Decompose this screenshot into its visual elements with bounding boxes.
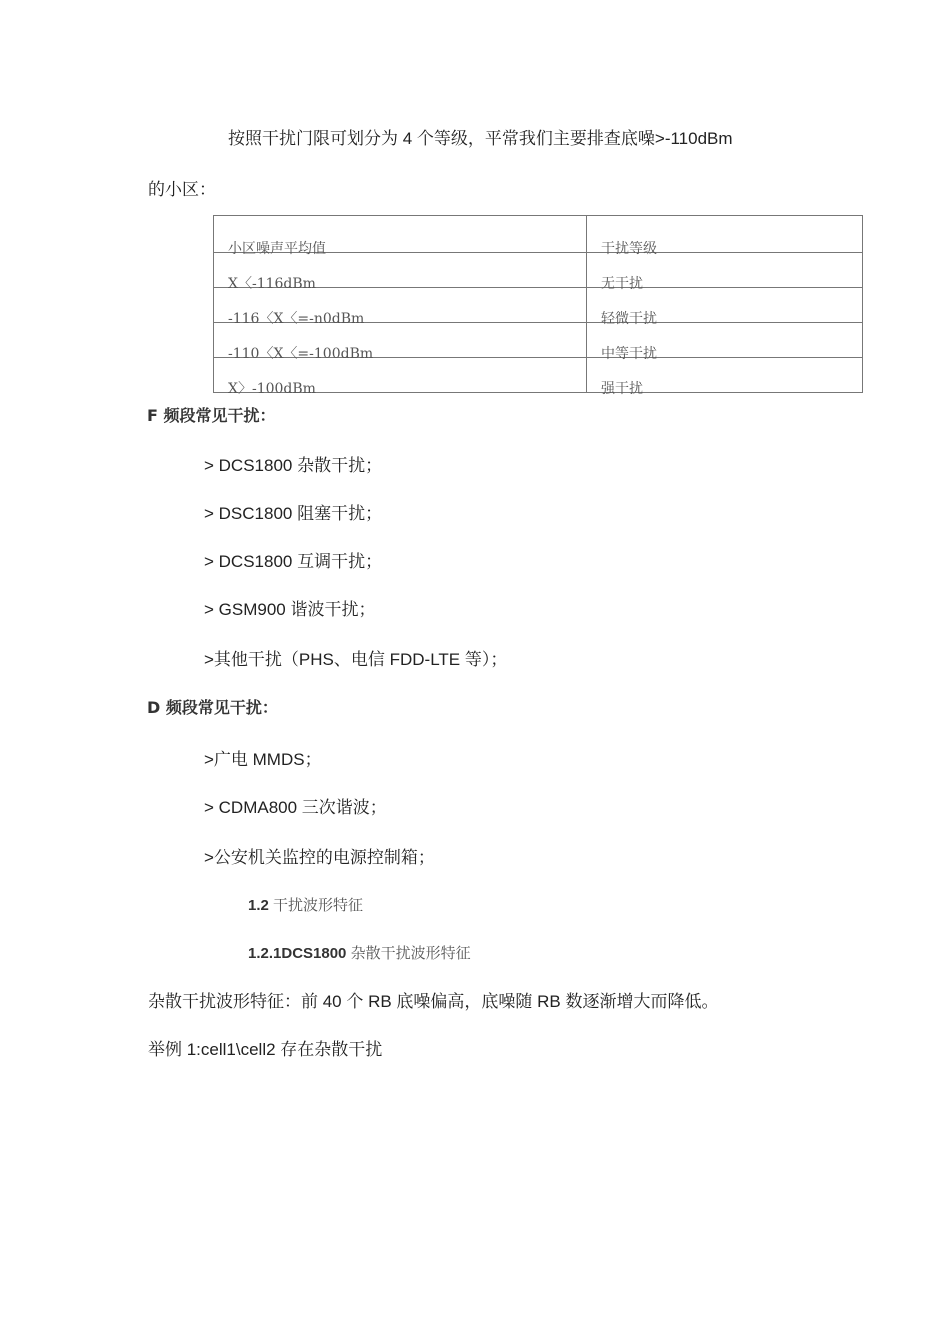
section-number: 1.2 bbox=[248, 897, 269, 914]
table-cell: 轻微干扰 bbox=[587, 288, 863, 323]
table-cell: X〉-100dBm bbox=[214, 358, 587, 393]
list-item: >广电 MMDS； bbox=[204, 750, 322, 769]
intro-line-1: 按照干扰门限可划分为 4 个等级，平常我们主要排查底噪>-110dBm bbox=[228, 129, 733, 148]
section-heading-1-2 bbox=[248, 896, 363, 916]
list-item: > GSM900 谐波干扰； bbox=[204, 600, 376, 619]
table-cell: -110〈X〈=-100dBm bbox=[214, 323, 587, 358]
list-item: > DSC1800 阻塞干扰； bbox=[204, 504, 383, 523]
table-cell: X〈-116dBm bbox=[214, 253, 587, 288]
intro-line-2: 的小区： bbox=[148, 180, 216, 199]
table-cell: 无干扰 bbox=[587, 253, 863, 288]
d-band-heading: D 频段常见干扰： bbox=[147, 698, 278, 717]
table-cell: 强干扰 bbox=[587, 358, 863, 393]
f-band-heading: F 频段常见干扰： bbox=[147, 406, 276, 425]
table-row bbox=[214, 358, 863, 393]
table-row bbox=[214, 253, 863, 288]
noise-level-table bbox=[213, 215, 863, 397]
list-item: > DCS1800 杂散干扰； bbox=[204, 456, 383, 475]
table-row bbox=[214, 288, 863, 323]
table-header-row bbox=[214, 216, 863, 253]
table-header-cell: 小区噪声平均值 bbox=[214, 216, 587, 253]
section-title: 干扰波形特征 bbox=[268, 897, 364, 914]
table-cell: -116〈X〈=-n0dBm bbox=[214, 288, 587, 323]
section-number: 1.2.1DCS1800 bbox=[248, 945, 347, 962]
table-row bbox=[214, 323, 863, 358]
list-item: > DCS1800 互调干扰； bbox=[204, 552, 383, 571]
example-text: 举例 1:cell1\cell2 存在杂散干扰 bbox=[148, 1040, 383, 1059]
table-cell: 中等干扰 bbox=[587, 323, 863, 358]
table-header-cell: 干扰等级 bbox=[587, 216, 863, 253]
section-title: 杂散干扰波形特征 bbox=[346, 945, 471, 962]
section-heading-1-2-1 bbox=[248, 944, 471, 964]
list-item: > CDMA800 三次谐波； bbox=[204, 798, 387, 817]
list-item: >其他干扰（PHS、电信 FDD-LTE 等）； bbox=[204, 650, 508, 669]
list-item: >公安机关监控的电源控制箱； bbox=[204, 848, 435, 867]
spur-description: 杂散干扰波形特征：前 40 个 RB 底噪偏高，底噪随 RB 数逐渐增大而降低。 bbox=[148, 992, 719, 1011]
